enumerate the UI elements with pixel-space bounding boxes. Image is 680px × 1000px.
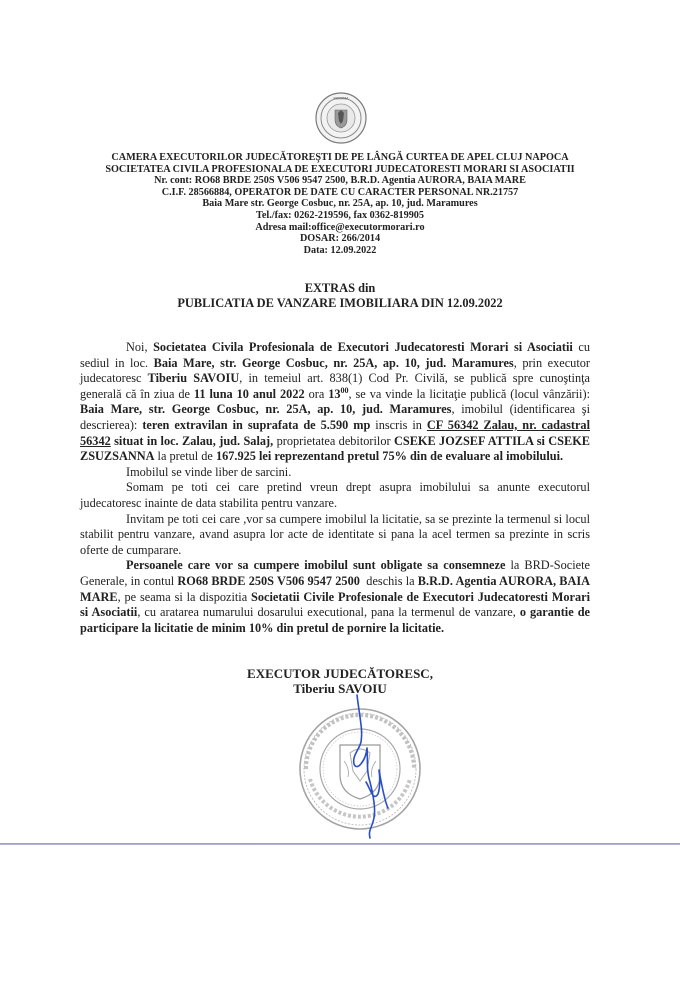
text: ora <box>304 386 329 401</box>
document-header <box>0 152 680 256</box>
signer-role: EXECUTOR JUDECĂTORESC, <box>247 666 433 681</box>
romania-seal-icon <box>315 92 367 144</box>
title-line-1: EXTRAS din <box>304 281 376 295</box>
text: cu sediul in loc. <box>80 340 590 370</box>
header-date: Data: 12.09.2022 <box>303 244 377 256</box>
auction-date: 11 luna 10 anul 2022 <box>193 386 305 401</box>
paragraph-invitation: Invitam pe toti cei care ,vor sa cumpere imobilul la licitatie, sa se prezinte la termenul si locul stabilit pentru vanzare, avand asupra lor acte de identitate si pana la acel termen sa prezinte in scris oferte de cumparare. <box>80 511 590 557</box>
debtors-names: CSEKE JOZSEF ATTILA si CSEKE ZSUZSANNA <box>80 433 590 464</box>
auction-location: Baia Mare, str. George Cosbuc, nr. 25A, ap. 10, jud. Maramures <box>80 402 452 417</box>
header-address: Baia Mare str. George Cosbuc, nr. 25A, ap. 10, jud. Maramures <box>202 198 478 210</box>
starting-price: 167.925 lei reprezentand pretul 75% din de evaluare al imobilului. <box>215 449 564 464</box>
text: deschis la <box>359 573 418 588</box>
title-line-2: PUBLICATIA DE VANZARE IMOBILIARA DIN 12.09.2022 <box>177 295 503 310</box>
text: , pe seama si la dispozitia <box>117 589 252 604</box>
page-divider <box>0 843 680 845</box>
paragraph-summons: Somam pe toti cei care pretind vreun drept asupra imobilului sa anunte executorul judecatoresc inainte de data stabilita pentru vanzare. <box>80 480 590 510</box>
header-cif: C.I.F. 28566884, OPERATOR DE DATE CU CARACTER PERSONAL NR.21757 <box>161 186 519 198</box>
logo-text: ROMANIA <box>333 96 349 101</box>
bold-text: Societatea Civila Profesionala de Executori Judecatoresti Morari si Asociatii <box>153 340 573 354</box>
header-email: Adresa mail:office@executormorari.ro <box>255 221 425 233</box>
executor-name: Tiberiu SAVOIU <box>147 371 240 386</box>
signer-name: Tiberiu SAVOIU <box>293 681 387 696</box>
text: , in temeiul art. 838(1) Cod Pr. Civilă, se publică spre cunoştinţa generală că în ziua de <box>80 371 591 401</box>
text: , se va vinde la licitaţie publică (locul vânzării): <box>348 386 590 401</box>
document-title <box>0 281 680 310</box>
bold-text: Persoanele care vor sa cumpere imobilul sunt obligate sa consemneze <box>126 558 506 573</box>
minutes: 00 <box>340 385 349 395</box>
header-chamber: CAMERA EXECUTORILOR JUDECĂTOREŞTI DE PE LÂNGĂ CURTEA DE APEL CLUJ NAPOCA <box>111 152 569 163</box>
text: Noi, <box>126 340 154 354</box>
header-file-number: DOSAR: 266/2014 <box>299 233 381 245</box>
text: la pretul de <box>154 449 216 464</box>
text: , imobilul (identificarea şi descrierea): <box>80 402 590 432</box>
property-location: situat in loc. Zalau, jud. Salaj, <box>110 433 274 448</box>
bank-branch: B.R.D. Agentia AURORA, BAIA MARE <box>80 573 591 604</box>
text: proprietatea debitorilor <box>273 433 394 448</box>
paragraph-announcement <box>80 340 590 465</box>
hour: 13 <box>328 386 341 401</box>
paragraph-guarantee <box>80 558 590 636</box>
text: , cu aratarea numarului dosarului executional, pana la termenul de vanzare, <box>137 605 520 620</box>
property-description: teren extravilan in suprafata de 5.590 mp <box>142 417 371 432</box>
header-phone: Tel./fax: 0262-219596, fax 0362-819905 <box>256 209 424 221</box>
text: , prin executor judecatoresc <box>80 355 590 386</box>
handwritten-signature-icon <box>330 690 400 840</box>
header-society: SOCIETATEA CIVILA PROFESIONALA DE EXECUTORI JUDECATORESTI MORARI SI ASOCIATII <box>105 163 575 175</box>
bank-account: RO68 BRDE 250S V506 9547 2500 <box>177 573 360 588</box>
cadastral-reference: CF 56342 Zalau, nr. cadastral 56342 <box>80 417 590 448</box>
document-body <box>80 340 590 636</box>
header-account: Nr. cont: RO68 BRDE 250S V506 9547 2500, B.R.D. Agentia AURORA, BAIA MARE <box>154 175 526 187</box>
society-name: Societatii Civile Profesionale de Executori Judecatoresti Morari si Asociatii <box>80 589 590 620</box>
text: inscris in <box>370 417 427 432</box>
bold-text: Baia Mare, str. George Cosbuc, nr. 25A, ap. 10, jud. Maramures <box>153 355 514 370</box>
text: la BRD-Societe Generale, in contul <box>80 558 590 588</box>
guarantee-amount: o garantie de participare la licitatie de minim 10% din pretul de pornire la licitatie. <box>80 605 590 635</box>
paragraph-no-encumbrances: Imobilul se vinde liber de sarcini. <box>126 464 292 479</box>
auction-hour <box>328 387 348 401</box>
